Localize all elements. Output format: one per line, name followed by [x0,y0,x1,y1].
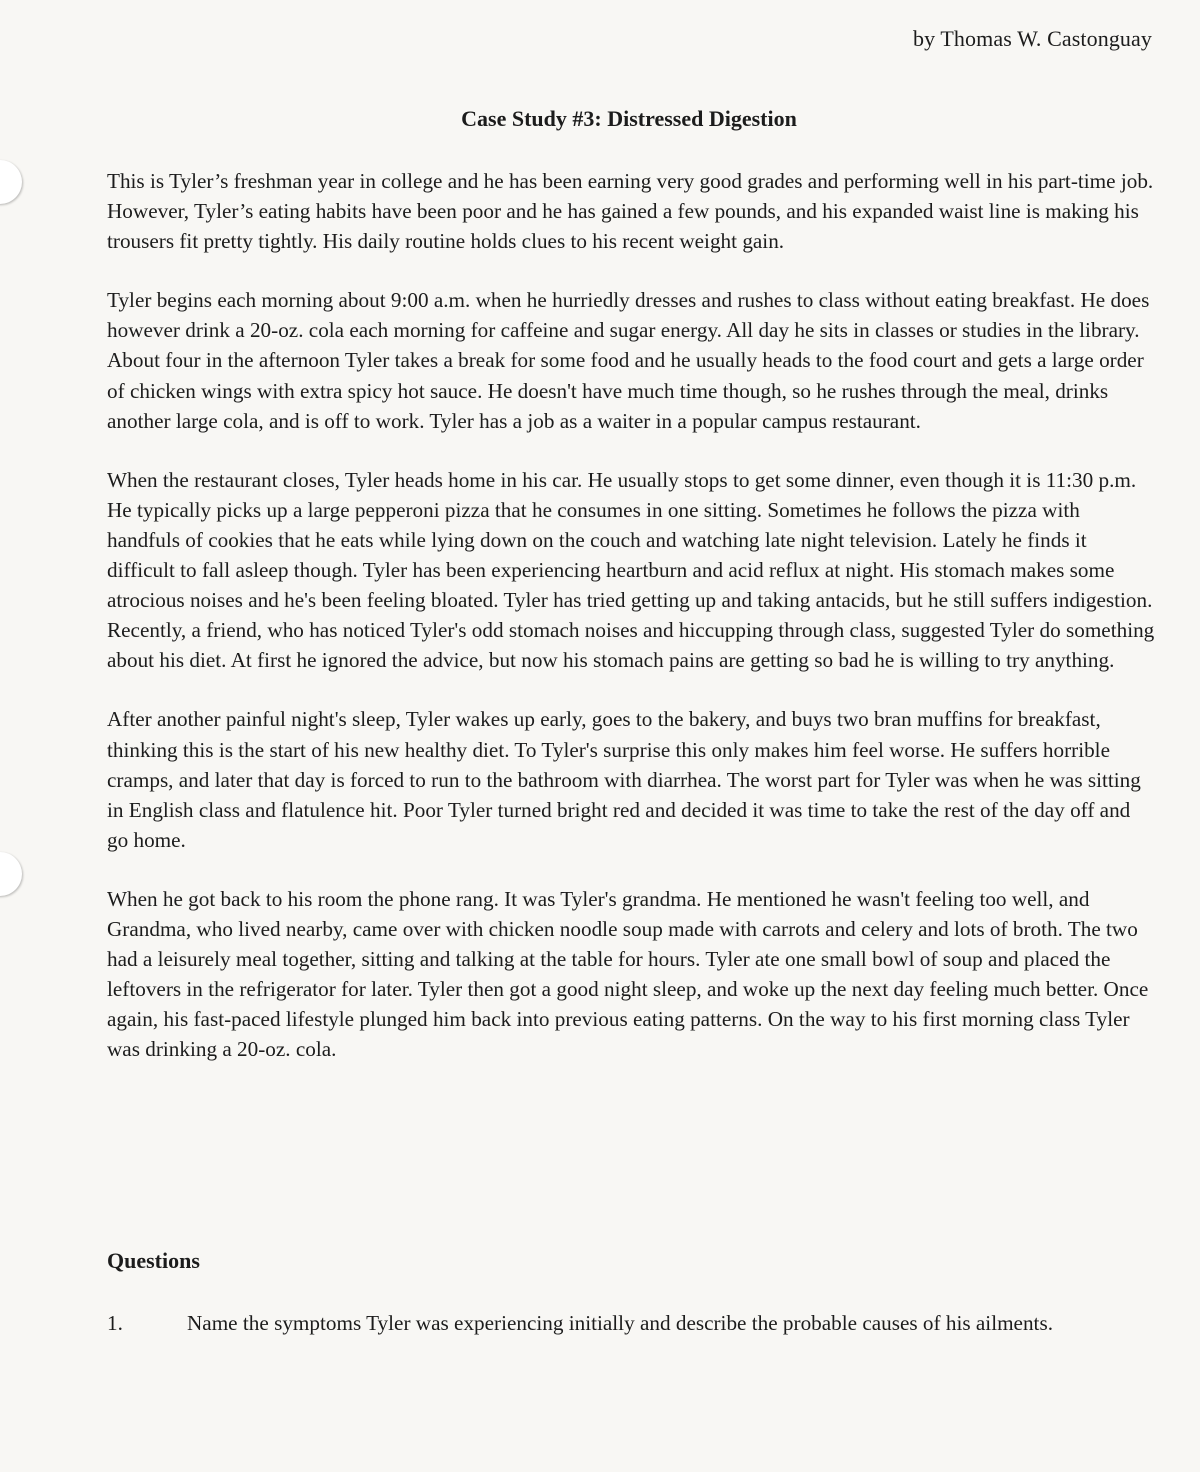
case-study-title: Case Study #3: Distressed Digestion [461,106,797,131]
question-text: Name the symptoms Tyler was experiencing initially and describe the probable causes of his ailments. [187,1311,1053,1335]
paragraph-night-routine: When the restaurant closes, Tyler heads home in his car. He usually stops to get some dinner, even though it is 11:30 p.m. He typically picks up a large pepperoni pizza that he consumes in one sitting. Sometimes he follows the pizza with handfuls of cookies that he eats while lying down on the couch and watching late night television. Lately he finds it difficult to fall asleep though. Tyler has been experiencing heartburn and acid reflux at night. His stomach makes some atrocious noises and he's been feeling bloated. Tyler has tried getting up and taking antacids, but he still suffers indigestion. Recently, a friend, who has noticed Tyler's odd stomach noises and hiccupping through class, suggested Tyler do something about his diet. At first he ignored the advice, but now his stomach pains are getting so bad he is willing to try anything. [107,467,1155,673]
case-study-body [107,166,1155,1093]
question-number: 1. [107,1311,123,1335]
paragraph-bran-muffins: After another painful night's sleep, Tyler wakes up early, goes to the bakery, and buys two bran muffins for breakfast, thinking this is the start of his new healthy diet. To Tyler's surprise this only makes him feel worse. He suffers horrible cramps, and later that day is forced to run to the bathroom with diarrhea. The worst part for Tyler was when he was sitting in English class and flatulence hit. Poor Tyler turned bright red and decided it was time to take the rest of the day off and go home. [107,707,1141,852]
punch-hole-top [0,160,22,204]
paragraph-intro: This is Tyler’s freshman year in college and he has been earning very good grades and performing well in his part-time job. However, Tyler’s eating habits have been poor and he has gained a few pounds, and his expanded waist line is making his trousers fit pretty tightly. His daily routine holds clues to his recent weight gain. [107,169,1154,254]
punch-hole-middle [0,852,22,896]
paragraph-morning-routine: Tyler begins each morning about 9:00 a.m. when he hurriedly dresses and rushes to class without eating breakfast. He does however drink a 20-oz. cola each morning for caffeine and sugar energy. All day he sits in classes or studies in the library. About four in the afternoon Tyler takes a break for some food and he usually heads to the food court and gets a large order of chicken wings with extra spicy hot sauce. He doesn't have much time though, so he rushes through the meal, drinks another large cola, and is off to work. Tyler has a job as a waiter in a popular campus restaurant. [107,288,1150,433]
paragraph-grandma-visit: When he got back to his room the phone rang. It was Tyler's grandma. He mentioned he wasn't feeling too well, and Grandma, who lived nearby, came over with chicken noodle soup made with carrots and celery and lots of broth. The two had a leisurely meal together, sitting and talking at the table for hours. Tyler ate one small bowl of soup and placed the leftovers in the refrigerator for later. Tyler then got a good night sleep, and woke up the next day feeling much better. Once again, his fast-paced lifestyle plunged him back into previous eating patterns. On the way to his first morning class Tyler was drinking a 20-oz. cola. [107,886,1149,1062]
question-item [107,1308,1155,1338]
questions-heading: Questions [107,1248,200,1273]
author-line: by Thomas W. Castonguay [912,26,1152,51]
